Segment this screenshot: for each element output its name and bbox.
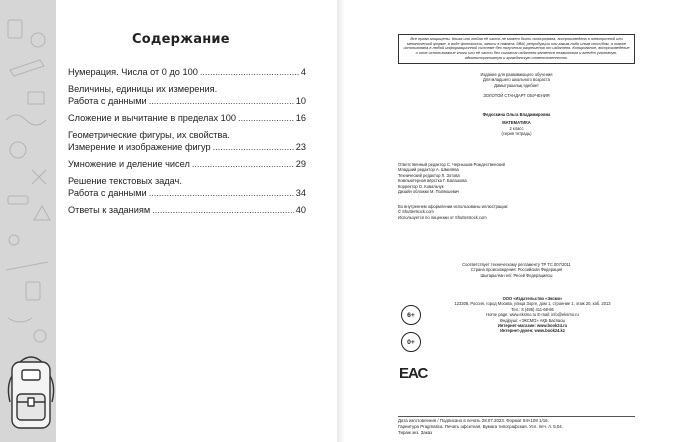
leader-dots bbox=[213, 141, 294, 153]
toc-page-number: 16 bbox=[295, 113, 306, 123]
copyright-notice: Все права защищены. Книга или любая её часть не может быть скопирована, воспроизведена в электронной или механической форме, в виде фотокопии, записи в память ЭВМ, репродукции или каким-либо иным способом, а также использована в любой информационной системе без получения разрешения от издателя. Копирование, воспроизведение и иное использование книги или её части без согласия издателя является незаконным и влечёт уголовную, административную и гражданскую ответственность. bbox=[398, 34, 635, 64]
staff-line: Корректор О. Ковальчук bbox=[398, 183, 444, 189]
toc-entry[interactable] bbox=[68, 83, 306, 107]
backpack-illustration bbox=[6, 352, 56, 432]
footer-divider bbox=[398, 416, 635, 417]
staff-line: Младший редактор А. Шмелёва bbox=[398, 167, 459, 173]
toc-entry[interactable] bbox=[68, 158, 306, 170]
age-rating-badge: 6+ bbox=[401, 305, 421, 325]
series-line: Издание для развивающего обучения bbox=[480, 72, 553, 77]
leader-dots bbox=[149, 187, 294, 199]
toc-page-number: 23 bbox=[295, 142, 306, 152]
toc-entry-title: Геометрические фигуры, их свойства. bbox=[68, 130, 230, 140]
toc-entry[interactable] bbox=[68, 175, 306, 199]
leader-dots bbox=[238, 112, 294, 124]
right-page bbox=[345, 0, 674, 442]
staff-line: Технический редактор Л. Зотова bbox=[398, 172, 460, 178]
publisher-line: Home page: www.eksmo.ru E-mail: info@eksmo.ru bbox=[486, 312, 579, 318]
table-of-contents bbox=[68, 66, 306, 221]
toc-entry-title: Работа с данными bbox=[68, 96, 147, 106]
print-date: Дата изготовления / Подписано в печать 28.07.2023. Формат 84×108 1/16. bbox=[398, 418, 549, 423]
staff-line: Дизайн обложки М. Полякшевич bbox=[398, 189, 460, 195]
toc-entry-title: Сложение и вычитание в пределах 100 bbox=[68, 113, 236, 123]
toc-page-number: 10 bbox=[295, 96, 306, 106]
print-run: Тираж экз. Заказ bbox=[398, 430, 433, 435]
toc-entry[interactable] bbox=[68, 204, 306, 216]
publisher-info bbox=[430, 296, 635, 334]
toc-entry[interactable] bbox=[68, 66, 306, 78]
compliance-info bbox=[398, 262, 635, 278]
toc-entry-title: Работа с данными bbox=[68, 188, 147, 198]
compliance-line: Соответствует техническому регламенту ТР ТС 007/2011 bbox=[462, 262, 571, 267]
toc-entry-title: Величины, единицы их измерения. bbox=[68, 84, 218, 94]
toc-page-number: 29 bbox=[295, 159, 306, 169]
illustration-credits bbox=[398, 204, 635, 220]
toc-page-number: 40 bbox=[295, 205, 306, 215]
leader-dots bbox=[149, 95, 294, 107]
publisher-line: Тел.: 8 (495) 411-68-86 bbox=[511, 306, 554, 312]
book-title: МАТЕМАТИКА bbox=[502, 120, 531, 126]
credit-line: © Shutterstock.com bbox=[398, 209, 434, 215]
toc-entry[interactable] bbox=[68, 129, 306, 153]
series-line: Для младшего школьного возраста bbox=[483, 77, 550, 83]
staff-line: Ответственный редактор С. Чернышов-Рождественский bbox=[398, 162, 505, 167]
eac-mark: ЕАС bbox=[399, 365, 428, 382]
publisher-line: Интернет-дүкен: www.book24.kz bbox=[500, 328, 565, 334]
toc-entry-title: Решение текстовых задач. bbox=[68, 176, 182, 186]
credit-line: Во внутреннем оформлении использованы иллюстрации: bbox=[398, 204, 509, 209]
leader-dots bbox=[152, 204, 294, 216]
page-gutter bbox=[337, 0, 345, 442]
print-specs: Гарнитура Pragmatica. Печать офсетная. Бумага типографская. Усл. печ. л. 5,04. bbox=[398, 424, 563, 429]
publisher-line: Интернет-магазин: www.book24.ru bbox=[497, 323, 568, 329]
leader-dots bbox=[192, 158, 294, 170]
toc-entry-title: Ответы к заданиям bbox=[68, 205, 151, 215]
toc-entry-title: Измерение и изображение фигур bbox=[68, 142, 211, 152]
series-info bbox=[398, 72, 635, 99]
grade-label: 2 класс bbox=[509, 125, 524, 131]
series-line: Дамытушылық әдебиет bbox=[494, 82, 539, 88]
compliance-line: Страна происхождения: Российская Федерация bbox=[470, 267, 563, 273]
editorial-staff bbox=[398, 162, 635, 194]
page-title: Содержание bbox=[132, 32, 230, 47]
publisher-line: Өндіруші: «ЭКСМО» АҚБ Баспасы bbox=[499, 317, 566, 323]
series-line: ЗОЛОТОЙ СТАНДАРТ ОБУЧЕНИЯ bbox=[483, 93, 550, 99]
leader-dots bbox=[200, 66, 299, 78]
toc-page-number: 4 bbox=[300, 67, 306, 77]
publisher-line: ООО «Издательство «Эксмо» bbox=[502, 296, 563, 301]
toc-entry-title: Умножение и деление чисел bbox=[68, 159, 190, 169]
toc-entry-title: Нумерация. Числа от 0 до 100 bbox=[68, 67, 198, 77]
book-info bbox=[398, 112, 635, 137]
format-note: (серия тетрадь) bbox=[501, 131, 532, 137]
toc-page-number: 34 bbox=[295, 188, 306, 198]
compliance-line: Шығарылған елі: Ресей Федерациясы bbox=[480, 272, 553, 278]
staff-line: Компьютерная вёрстка Г. Балашова bbox=[398, 178, 467, 184]
toc-entry[interactable] bbox=[68, 112, 306, 124]
author-name: Федоскина Ольга Владимировна bbox=[482, 112, 551, 117]
publisher-line: 123308, Россия, город Москва, улица Зорге, дом 1, строение 1, этаж 20, каб. 2013 bbox=[454, 301, 611, 307]
age-rating-kz-badge: 0+ bbox=[401, 332, 421, 352]
credit-line: Используется по лицензии от Shutterstock.com bbox=[398, 214, 487, 220]
